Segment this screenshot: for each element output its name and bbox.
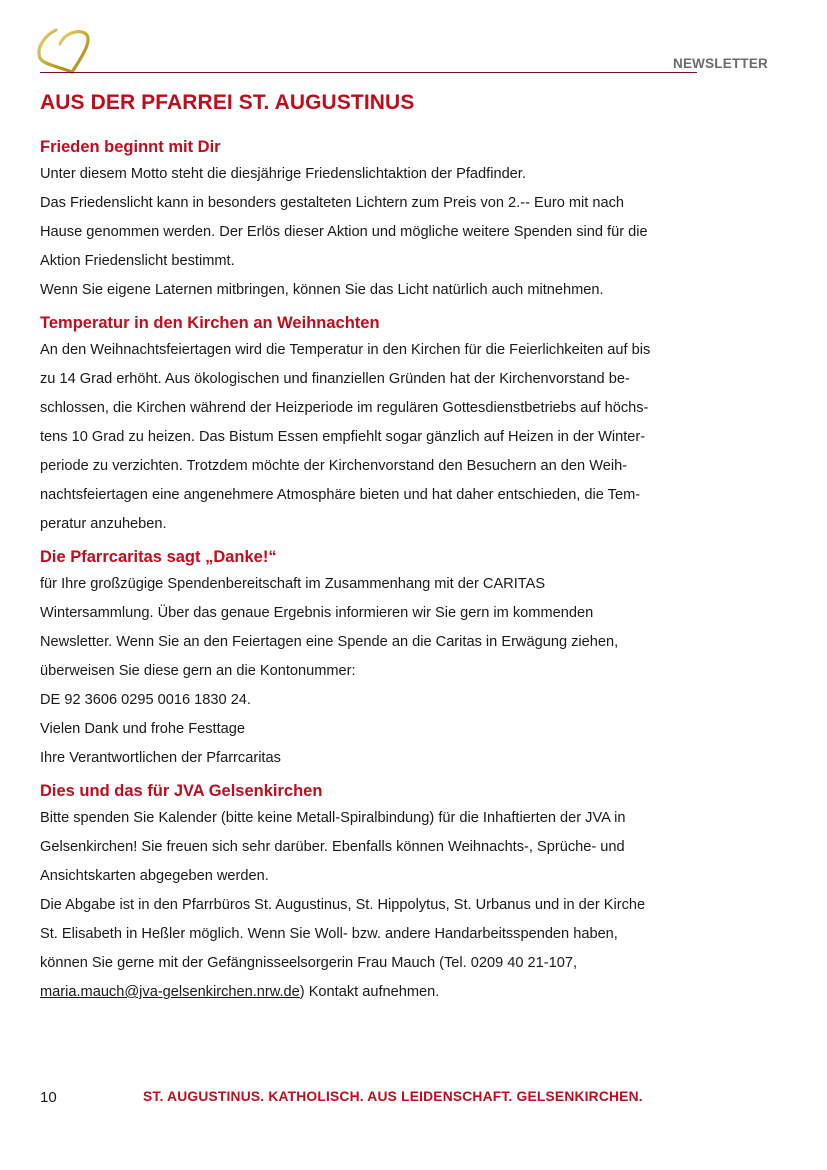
text-line: Bitte spenden Sie Kalender (bitte keine Metall-Spiralbindung) für die Inhaftierten der JVA in	[40, 810, 626, 826]
text-line: peratur anzuheben.	[40, 516, 167, 532]
text-line: St. Elisabeth in Heßler möglich. Wenn Sie Woll- bzw. andere Handarbeitsspenden haben,	[40, 926, 618, 942]
text-line: für Ihre großzügige Spendenbereitschaft im Zusammenhang mit der CARITAS	[40, 576, 546, 592]
page-number: 10	[40, 1089, 57, 1106]
section-heading: Dies und das für JVA Gelsenkirchen	[40, 782, 323, 800]
section-pfarrcaritas	[40, 544, 775, 773]
text-line: nachtsfeiertagen eine angenehmere Atmosphäre bieten und hat daher entschieden, die Tem-	[40, 487, 641, 503]
page-title: AUS DER PFARREI ST. AUGUSTINUS	[40, 91, 415, 114]
header-rule	[40, 72, 697, 73]
text-line: Ihre Verantwortlichen der Pfarrcaritas	[40, 750, 281, 766]
email-link[interactable]: maria.mauch@jva-gelsenkirchen.nrw.de	[40, 984, 300, 1000]
text-line: An den Weihnachtsfeiertagen wird die Temperatur in den Kirchen für die Feierlichkeiten auf bis	[40, 342, 651, 358]
section-heading: Temperatur in den Kirchen an Weihnachten	[40, 314, 380, 332]
text-line: Wintersammlung. Über das genaue Ergebnis informieren wir Sie gern im kommenden	[40, 605, 594, 621]
text-line: tens 10 Grad zu heizen. Das Bistum Essen empfiehlt sogar gänzlich auf Heizen in der Winter-	[40, 429, 646, 445]
text-line: Hause genommen werden. Der Erlös dieser Aktion und mögliche weitere Spenden sind für die	[40, 224, 648, 240]
contact-suffix: ) Kontakt aufnehmen.	[299, 984, 440, 1000]
footer-slogan: ST. AUGUSTINUS. KATHOLISCH. AUS LEIDENSCHAFT. GELSENKIRCHEN.	[143, 1089, 643, 1104]
iban-line: DE 92 3606 0295 0016 1830 24.	[40, 692, 251, 708]
text-line: Das Friedenslicht kann in besonders gestalteten Lichtern zum Preis von 2.-- Euro mit nach	[40, 195, 625, 211]
text-line: Wenn Sie eigene Laternen mitbringen, können Sie das Licht natürlich auch mitnehmen.	[40, 282, 604, 298]
text-line-contact	[40, 978, 775, 1007]
text-line: schlossen, die Kirchen während der Heizperiode im regulären Gottesdienstbetriebs auf höchs-	[40, 400, 649, 416]
section-heading: Die Pfarrcaritas sagt „Danke!“	[40, 548, 277, 566]
text-line: Unter diesem Motto steht die diesjährige Friedenslichtaktion der Pfadfinder.	[40, 166, 526, 182]
article-content	[40, 134, 775, 1012]
text-line: periode zu verzichten. Trotzdem möchte der Kirchenvorstand den Besuchern an den Weih-	[40, 458, 628, 474]
section-friedenslicht	[40, 134, 775, 305]
text-line: Gelsenkirchen! Sie freuen sich sehr darüber. Ebenfalls können Weihnachts-, Sprüche- und	[40, 839, 625, 855]
text-line: überweisen Sie diese gern an die Kontonummer:	[40, 663, 356, 679]
text-line: Aktion Friedenslicht bestimmt.	[40, 253, 235, 269]
heart-logo-icon	[34, 26, 92, 74]
section-jva	[40, 778, 775, 1007]
text-line: zu 14 Grad erhöht. Aus ökologischen und finanziellen Gründen hat der Kirchenvorstand be-	[40, 371, 630, 387]
text-line: Die Abgabe ist in den Pfarrbüros St. Augustinus, St. Hippolytus, St. Urbanus und in der Kirche	[40, 897, 646, 913]
section-temperatur	[40, 310, 775, 539]
text-line: können Sie gerne mit der Gefängnisseelsorgerin Frau Mauch (Tel. 0209 40 21-107,	[40, 955, 578, 971]
section-heading: Frieden beginnt mit Dir	[40, 138, 221, 156]
text-line: Vielen Dank und frohe Festtage	[40, 721, 245, 737]
text-line: Newsletter. Wenn Sie an den Feiertagen eine Spende an die Caritas in Erwägung ziehen,	[40, 634, 619, 650]
text-line: Ansichtskarten abgegeben werden.	[40, 868, 269, 884]
newsletter-label: NEWSLETTER	[673, 56, 768, 71]
